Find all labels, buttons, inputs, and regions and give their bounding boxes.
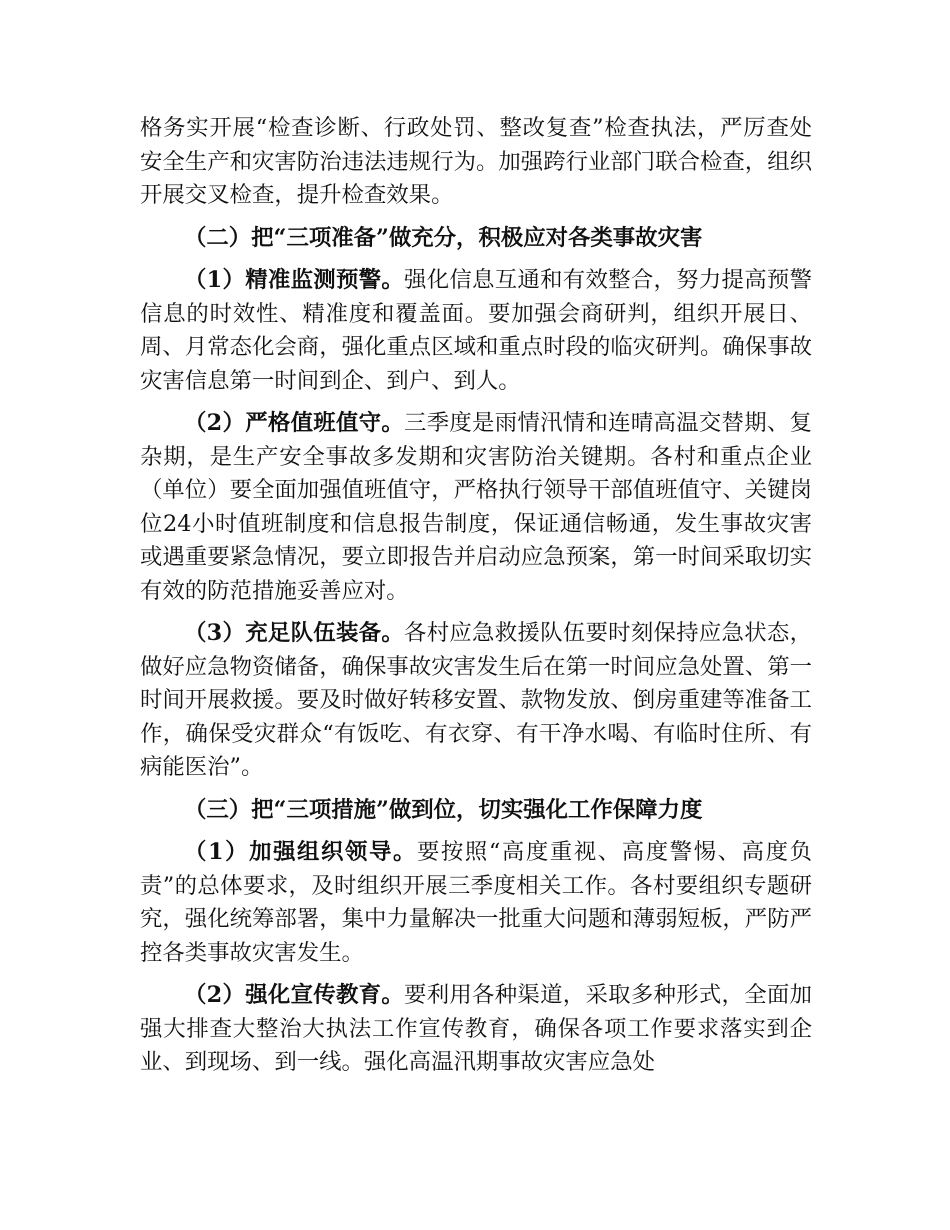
section-heading-two: （二）把“三项准备”做充分，积极应对各类事故灾害	[184, 224, 703, 251]
paragraph-text: 三季度是雨情汛情和连晴高温交替期、复杂期，是生产安全事故多发期和灾害防治关键期。各村和重点企业（单位）要全面加强值班值守，严格执行领导干部值班值守、关键岗位24小时值班制度和信息报告制度，保证通信畅通，发生事故灾害或遇重要紧急情况，要立即报告并启动应急预案，第一时间采取切实有效的防范措施妥善应对。	[140, 410, 812, 604]
paragraph-lead: （1）加强组织领导。	[184, 839, 417, 865]
paragraph-monitoring-warning	[140, 264, 812, 398]
paragraph-lead: （2）严格值班值守。	[184, 410, 405, 436]
paragraph-lead: （2）强化宣传教育。	[184, 982, 405, 1008]
paragraph-text: 各村应急救援队伍要时刻保持应急状态，做好应急物资储备，确保事故灾害发生后在第一时间应急处置、第一时间开展救援。要及时做好转移安置、款物发放、倒房重建等准备工作，确保受灾群众“有饭吃、有衣穿、有干净水喝、有临时住所、有病能医治”。	[140, 620, 812, 780]
paragraph-team-equipment	[140, 617, 812, 785]
paragraph-lead: （3）充足队伍装备。	[184, 620, 405, 646]
paragraph-lead: （1）精准监测预警。	[184, 267, 405, 293]
paragraph-text: 强化信息互通和有效整合，努力提高预警信息的时效性、精准度和覆盖面。要加强会商研判，组织开展日、周、月常态化会商，强化重点区域和重点时段的临灾研判。确保事故灾害信息第一时间到企、到户、到人。	[140, 267, 812, 394]
paragraph-text: 要利用各种渠道，采取多种形式，全面加强大排查大整治大执法工作宣传教育，确保各项工作要求落实到企业、到现场、到一线。强化高温汛期事故灾害应急处	[140, 982, 812, 1075]
paragraph-duty-watch	[140, 407, 812, 608]
section-heading-three: （三）把“三项措施”做到位，切实强化工作保障力度	[184, 796, 703, 823]
document-page	[140, 112, 812, 1089]
paragraph-text: 要按照“高度重视、高度警惕、高度负责”的总体要求，及时组织开展三季度相关工作。各村要组织专题研究，强化统筹部署，集中力量解决一批重大问题和薄弱短板，严防严控各类事故灾害发生。	[140, 839, 812, 966]
paragraph-text: 格务实开展“检查诊断、行政处罚、整改复查”检查执法，严厉查处安全生产和灾害防治违法违规行为。加强跨行业部门联合检查，组织开展交叉检查，提升检查效果。	[140, 115, 812, 208]
paragraph-organization-leadership	[140, 836, 812, 970]
paragraph-publicity-education	[140, 979, 812, 1080]
paragraph-inspection-continued	[140, 112, 812, 213]
